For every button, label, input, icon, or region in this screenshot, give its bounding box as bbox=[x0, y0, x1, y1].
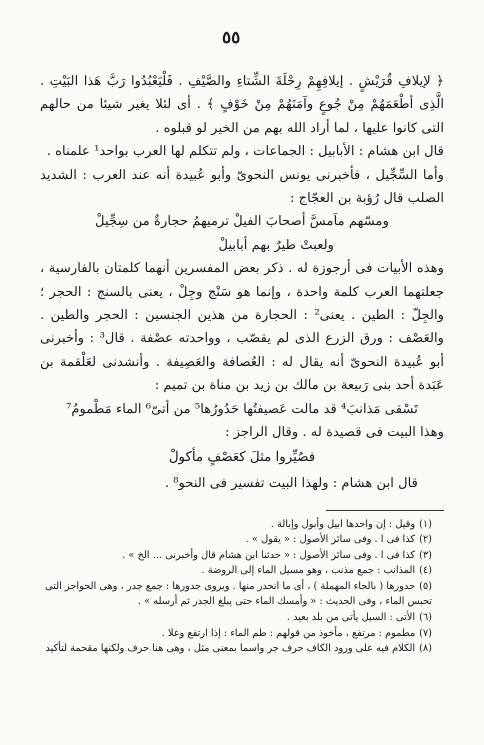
paragraph: وأما السِّجِّيل ، فأخبرنى يونس النحوىّ وأبو عُبيدة أنه عند العرب : الشديد الصلب قال رُؤبة بن العجّاج : bbox=[40, 167, 444, 207]
footnote-item bbox=[40, 548, 432, 564]
rajaz-verse: فصُيِّروا مثلَ كعَصْفٍ مأكولْ bbox=[168, 449, 316, 465]
footnote-item bbox=[40, 641, 432, 657]
poem-verse: ومسّهم ماَمسَّ أصحابَ الفيلْ ترميهمُ حجارةٌ من سِجِّيلْ bbox=[95, 214, 389, 230]
footnote-text: الأتى : السيل يأتى من بلد بعيد . bbox=[286, 612, 416, 624]
main-text bbox=[40, 70, 444, 496]
footnote-separator bbox=[326, 510, 444, 511]
footnote-number: (٨) bbox=[419, 643, 432, 655]
footnote-item bbox=[40, 610, 432, 626]
footnote-text: كذا فى ا . وفى سائر الأصول : « يقول » . bbox=[245, 534, 416, 546]
footnote-number: (٣) bbox=[419, 549, 432, 561]
closing-line: قال ابن هشام : ولهذا البيت تفسير فى النحو⁸ . bbox=[164, 475, 418, 491]
footnote-number: (٦) bbox=[419, 612, 432, 624]
paragraph: وهذه الأبيات فى أرجوزة له . ذكر بعض المفسرين أنهما كلمتان بالفارسية ، جعلتهما العرب كلمة واحدة ، وإنما هو سَنْج وجِلْ ، يعنى بالسنج : الحجر ؛ والجِلّ : الطين . يعنى² : الحجارة من هذين الجنسين : الحجر والطين . والعَصْف : ورق الزرع الذى لم يقصّب ، وواحدته عصْفة . قال³ : وأخبرنى أبو عُبيدة النحوىّ أنه يقال له : العُصافة والعَصِيفة . وأنشدنى لعَلْقمة بن عَبَدة أحد بنى رَبيعة بن مالك بن زيد بن مناة بن تميم : bbox=[40, 261, 444, 394]
footnote-number: (٥) bbox=[419, 580, 432, 592]
footnote-item bbox=[40, 532, 432, 548]
footnotes-list bbox=[40, 517, 444, 657]
footnote-item bbox=[40, 517, 432, 533]
footnote-number: (٢) bbox=[419, 534, 432, 546]
footnote-item bbox=[40, 563, 432, 579]
footnote-number: (١) bbox=[419, 518, 432, 530]
footnote-text: الكلام فيه على ورود الكاف حرف جر واسما بمعنى مثل ، وهى هنا حرف ولكنها مقحمة لتأكيد bbox=[45, 643, 416, 655]
footnote-item bbox=[40, 579, 432, 610]
paragraph: قال ابن هشام : الأبابيل : الجماعات ، ولم تتكلم لها العرب بواحد¹ علمناه . bbox=[46, 144, 444, 160]
paragraph: ﴿ لإيلافِ قُرَيْشٍ . إيلافِهِمْ رِحْلَةَ الشِّتاءِ والصَّيْفِ . فَلْيَعْبُدُوا رَبَّ هَذا البَيْتِ . الَّذِى أطْعَمَهُمْ مِنْ جُوعٍ وآمَنَهُمْ مِنْ خَوْفٍ ﴾ . أى لئلا يغير شيئا من حالهم التى كانوا عليها ، لما أراد الله بهم من الخير لو قبلوه . bbox=[40, 74, 444, 136]
footnote-text: كذا فى ا . وفى سائر الأصول : « حدثنا ابن هشام قال وأخبرنى ... الخ » . bbox=[122, 549, 416, 561]
footnote-text: المذانب : جمع مذنب ، وهو مسيل الماء إلى الروضة . bbox=[201, 565, 416, 577]
paragraph: وهذا البيت فى قصيدة له . وقال الراجز : bbox=[225, 425, 444, 441]
footnote-item bbox=[40, 626, 432, 642]
footnote-text: وقيل : إن واحدها ابيل وأبول وإبالة . bbox=[270, 518, 416, 530]
page-number: ٥٥ bbox=[222, 28, 241, 48]
poem-verse: تَسْقى مَذانبَ⁴ قد مالت عَصيفتُها حَدُورُها⁵ من أتىّ⁶ الماء مَطْمومُ⁷ bbox=[66, 401, 418, 417]
footnote-number: (٧) bbox=[419, 627, 432, 639]
footnote-text: مطموم : مرتفع ، مأخوذ من قولهم : طم الماء : إذا ارتفع وعلا . bbox=[161, 627, 416, 639]
footnote-text: حدورها ( بالحاء المهملة ) ، أى ما انحدر منها . ويروى جدورها : جمع جدر ، وهى الحواجز التى تحبس الماء ، وفى الحديث : « وأمسك الماء حتى يبلغ الجدر ثم أرسله » . bbox=[44, 580, 432, 608]
footnote-number: (٤) bbox=[419, 565, 432, 577]
poem-verse: ولعبتْ طيرٌ بهم أبابيلْ bbox=[218, 237, 334, 253]
